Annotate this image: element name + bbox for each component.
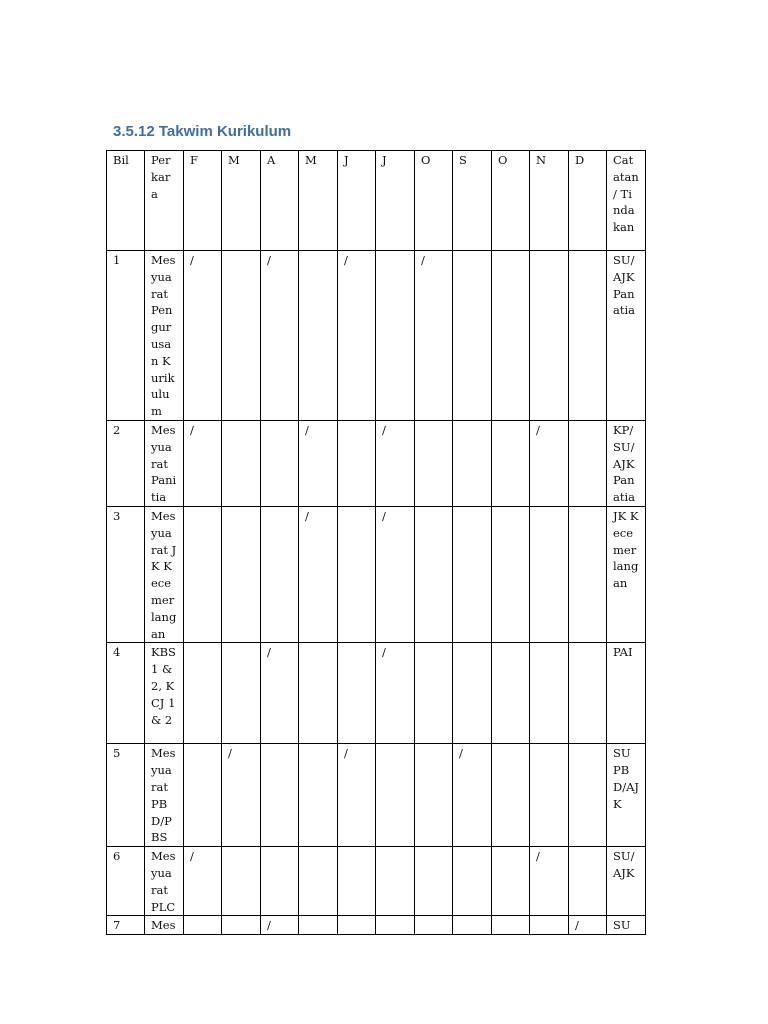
table-cell: / bbox=[376, 420, 415, 506]
table-cell bbox=[569, 847, 607, 916]
header-cell: J bbox=[376, 151, 415, 251]
table-cell bbox=[453, 506, 492, 642]
header-cell: Perkara bbox=[145, 151, 184, 251]
table-cell bbox=[376, 744, 415, 847]
table-cell bbox=[530, 643, 569, 744]
table-cell bbox=[492, 506, 530, 642]
table-cell bbox=[338, 916, 376, 935]
table-row bbox=[107, 251, 646, 421]
table-cell: / bbox=[376, 506, 415, 642]
table-cell: / bbox=[184, 847, 222, 916]
table-cell bbox=[222, 251, 261, 421]
table-cell bbox=[222, 506, 261, 642]
table-cell: / bbox=[261, 643, 299, 744]
table-cell bbox=[222, 916, 261, 935]
table-cell bbox=[453, 916, 492, 935]
table-cell: Mesyuarat PBD/PBS bbox=[145, 744, 184, 847]
table-cell: / bbox=[376, 643, 415, 744]
table-cell bbox=[530, 506, 569, 642]
table-row bbox=[107, 847, 646, 916]
table-cell: 7 bbox=[107, 916, 145, 935]
table-cell: / bbox=[261, 251, 299, 421]
table-cell: SU/ AJK bbox=[607, 847, 646, 916]
table-cell bbox=[299, 643, 338, 744]
table-cell: 1 bbox=[107, 251, 145, 421]
table-cell: SU bbox=[607, 916, 646, 935]
table-cell bbox=[569, 744, 607, 847]
table-cell bbox=[530, 251, 569, 421]
table-cell: / bbox=[415, 251, 453, 421]
table-cell bbox=[338, 506, 376, 642]
table-cell bbox=[530, 916, 569, 935]
table-row bbox=[107, 916, 646, 935]
table-cell: / bbox=[569, 916, 607, 935]
table-cell: 5 bbox=[107, 744, 145, 847]
table-cell bbox=[376, 251, 415, 421]
table-cell: KP/ SU/ AJK Panatia bbox=[607, 420, 646, 506]
header-cell: Catatan / Tindakan bbox=[607, 151, 646, 251]
table-cell bbox=[261, 506, 299, 642]
takwim-table bbox=[106, 150, 646, 935]
table-cell bbox=[299, 251, 338, 421]
table-cell: 2 bbox=[107, 420, 145, 506]
table-cell: Mesyuarat PLC bbox=[145, 847, 184, 916]
table-cell bbox=[338, 643, 376, 744]
section-heading: 3.5.12 Takwim Kurikulum bbox=[113, 123, 292, 140]
table-cell bbox=[415, 744, 453, 847]
table-cell bbox=[569, 251, 607, 421]
table-cell bbox=[569, 643, 607, 744]
table-cell bbox=[261, 744, 299, 847]
table-cell bbox=[415, 643, 453, 744]
table-cell bbox=[261, 847, 299, 916]
table-cell bbox=[492, 847, 530, 916]
table-cell bbox=[376, 847, 415, 916]
table-cell bbox=[299, 847, 338, 916]
header-cell: D bbox=[569, 151, 607, 251]
table-cell bbox=[415, 420, 453, 506]
table-cell: JK Kecemerlangan bbox=[607, 506, 646, 642]
table-cell bbox=[492, 643, 530, 744]
table-cell bbox=[569, 420, 607, 506]
header-cell: M bbox=[299, 151, 338, 251]
table-cell bbox=[453, 420, 492, 506]
table-cell: / bbox=[453, 744, 492, 847]
table-cell: 6 bbox=[107, 847, 145, 916]
table-cell: / bbox=[338, 744, 376, 847]
table-cell: / bbox=[184, 420, 222, 506]
table-cell: 3 bbox=[107, 506, 145, 642]
header-cell: O bbox=[415, 151, 453, 251]
table-cell bbox=[415, 847, 453, 916]
header-cell: J bbox=[338, 151, 376, 251]
table-cell bbox=[184, 916, 222, 935]
table-cell bbox=[492, 744, 530, 847]
header-cell: O bbox=[492, 151, 530, 251]
table-header-row bbox=[107, 151, 646, 251]
header-cell: N bbox=[530, 151, 569, 251]
table-cell: / bbox=[299, 506, 338, 642]
table-cell: / bbox=[222, 744, 261, 847]
table-cell: 4 bbox=[107, 643, 145, 744]
table-cell bbox=[222, 643, 261, 744]
table-cell: Mesyuarat Pengurusan Kurikulum bbox=[145, 251, 184, 421]
header-cell: S bbox=[453, 151, 492, 251]
header-cell: A bbox=[261, 151, 299, 251]
table-cell bbox=[453, 847, 492, 916]
table-cell bbox=[184, 744, 222, 847]
table-cell bbox=[569, 506, 607, 642]
table-cell bbox=[530, 744, 569, 847]
table-cell bbox=[415, 916, 453, 935]
table-row bbox=[107, 744, 646, 847]
table-cell: SU/ AJK Panatia bbox=[607, 251, 646, 421]
table-row bbox=[107, 643, 646, 744]
table-cell: / bbox=[530, 420, 569, 506]
table-cell bbox=[415, 506, 453, 642]
table-row bbox=[107, 420, 646, 506]
table-cell bbox=[338, 420, 376, 506]
table-cell: Mesyuarat Panitia bbox=[145, 420, 184, 506]
table-cell bbox=[184, 643, 222, 744]
table-row bbox=[107, 506, 646, 642]
table-cell bbox=[492, 420, 530, 506]
table-cell bbox=[222, 847, 261, 916]
table-cell bbox=[453, 643, 492, 744]
table-cell: KBS 1 & 2, KCJ 1 & 2 bbox=[145, 643, 184, 744]
table-cell bbox=[492, 916, 530, 935]
header-cell: F bbox=[184, 151, 222, 251]
header-cell: Bil bbox=[107, 151, 145, 251]
table-cell: / bbox=[261, 916, 299, 935]
table-cell bbox=[492, 251, 530, 421]
table-cell: Mes bbox=[145, 916, 184, 935]
table-cell: / bbox=[530, 847, 569, 916]
table-cell bbox=[184, 506, 222, 642]
table-cell: SU PBD/AJK bbox=[607, 744, 646, 847]
table-cell bbox=[299, 744, 338, 847]
table-cell: / bbox=[338, 251, 376, 421]
table-cell bbox=[261, 420, 299, 506]
table-cell bbox=[376, 916, 415, 935]
table-cell bbox=[338, 847, 376, 916]
header-cell: M bbox=[222, 151, 261, 251]
table-cell: / bbox=[184, 251, 222, 421]
table-cell bbox=[299, 916, 338, 935]
table-cell: Mesyuarat JK Kecemerlangan bbox=[145, 506, 184, 642]
table-cell: PAI bbox=[607, 643, 646, 744]
table-cell: / bbox=[299, 420, 338, 506]
table-cell bbox=[453, 251, 492, 421]
table-cell bbox=[222, 420, 261, 506]
